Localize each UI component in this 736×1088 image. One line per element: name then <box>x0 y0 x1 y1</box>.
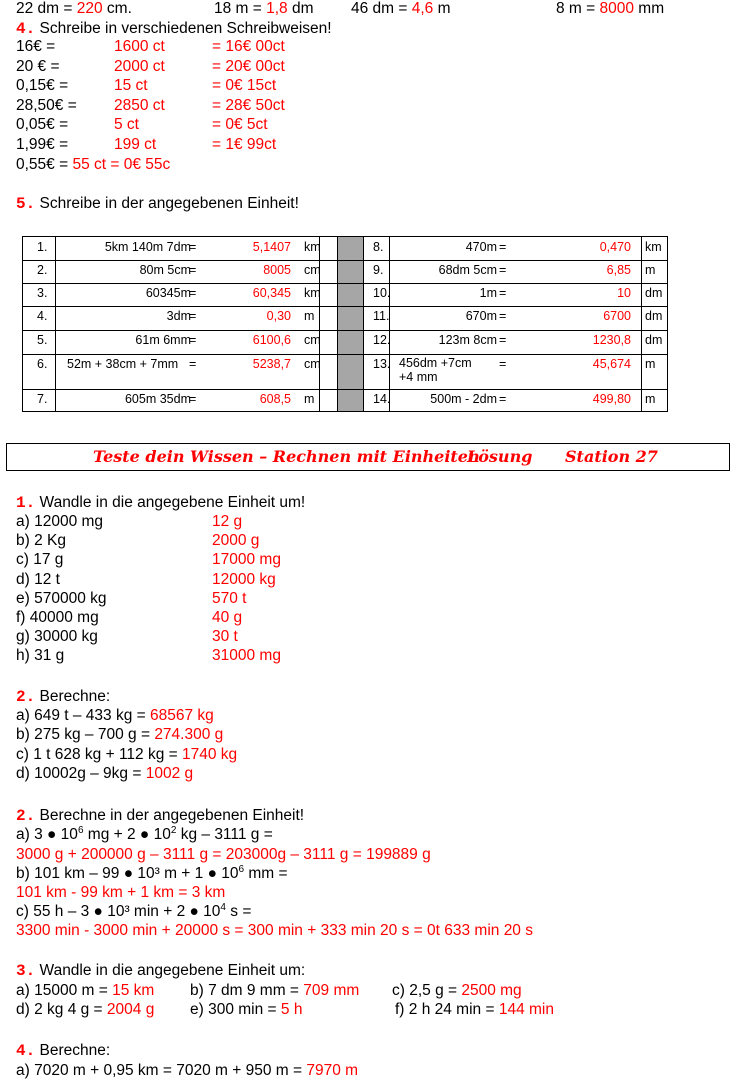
section-4-amount: 0,15€ = <box>16 77 69 94</box>
table-row-line <box>23 306 667 307</box>
part-1-answer: 40 g <box>212 609 243 626</box>
table-expression: 60345m <box>145 286 191 300</box>
section-4-cents: 15 ct <box>114 77 148 94</box>
section-4-amount: 0,05€ = <box>16 116 69 133</box>
part-3-d: d) 2 kg 4 g = 2004 g <box>16 1001 155 1018</box>
part-1-question: a) 12000 mg <box>16 513 104 530</box>
part-3-heading: 3. Wandle in die angegebene Einheit um: <box>16 962 306 980</box>
table-value: 608,5 <box>259 392 291 406</box>
part-2-heading: 2. Berechne: <box>16 688 111 706</box>
table-expression: 80m 5cm <box>139 263 191 277</box>
table-equals: = <box>499 309 507 323</box>
part-2b-c-answer: 3300 min - 3000 min + 20000 s = 300 min + 333 min 20 s = 0t 633 min 20 s <box>16 922 533 939</box>
table-expression: 5km 140m 7dm <box>104 240 191 254</box>
part-3-f: f) 2 h 24 min = 144 min <box>395 1001 554 1018</box>
table-col-line <box>55 237 56 411</box>
top-item-b: 18 m = 1,8 dm <box>214 0 314 17</box>
table-row-number: 3. <box>37 286 48 300</box>
part-2b-c-question: c) 55 h – 3 ● 10³ min + 2 ● $10^4$ s = <box>16 901 252 920</box>
table-unit: cm <box>304 263 321 277</box>
table-unit: m <box>304 309 315 323</box>
table-equals: = <box>499 286 507 300</box>
banner-station: Station 27 <box>565 447 658 466</box>
part-2-row <box>16 746 237 764</box>
station-banner <box>6 443 730 471</box>
table-unit: dm <box>645 309 663 323</box>
table-expression: 500m - 2dm <box>430 392 497 406</box>
table-expression: 3dm <box>166 309 191 323</box>
section-4-split: = 16€ 00ct <box>212 38 285 55</box>
part-2b-b-answer: 101 km - 99 km + 1 km = 3 km <box>16 884 226 901</box>
section-4-amount: 20 € = <box>16 57 60 75</box>
table-expression-cont: +4 mm <box>399 370 438 384</box>
table-unit: cm <box>304 333 321 347</box>
part-1-answer: 12 g <box>212 513 243 530</box>
part-1-answer: 12000 kg <box>212 570 276 588</box>
table-value: 0,30 <box>266 309 291 323</box>
section-4-split: = 28€ 50ct <box>212 96 285 114</box>
table-value: 10 <box>617 286 631 300</box>
table-expression: 1m <box>479 286 497 300</box>
part-2-answer: 1740 kg <box>182 745 238 763</box>
table-value: 6100,6 <box>252 333 291 347</box>
part-1-answer: 570 t <box>212 589 247 607</box>
part-1-answer: 2000 g <box>212 532 260 550</box>
table-row-line <box>23 354 667 355</box>
table-value: 6700 <box>603 309 631 323</box>
table-unit: km <box>645 240 662 254</box>
table-row-number: 2. <box>37 263 48 277</box>
table-equals: = <box>499 333 507 347</box>
part-2-answer: 274.300 g <box>154 726 224 744</box>
table-row-number: 12. <box>373 333 391 347</box>
table-row-number: 7. <box>37 392 48 406</box>
section-4-split: = 1€ 99ct <box>212 135 277 153</box>
table-equals: = <box>189 263 197 277</box>
table-expression: 123m 8cm <box>438 333 497 347</box>
section-4-cents: 199 ct <box>114 135 157 153</box>
section-4-split: = 0€ 15ct <box>212 77 277 94</box>
table-expression: 605m 35dm <box>124 392 191 406</box>
table-row-number: 5. <box>37 333 48 347</box>
table-row-number: 9. <box>373 263 384 277</box>
section-4-cents: 5 ct <box>114 116 139 133</box>
part-3-a: a) 15000 m = 15 km <box>16 982 155 999</box>
table-unit: m <box>645 357 656 371</box>
part-2-row <box>16 765 193 783</box>
part-1-heading: 1. Wandle in die angegebene Einheit um! <box>16 494 306 512</box>
table-unit: m <box>304 392 315 406</box>
table-unit: m <box>645 263 656 277</box>
part-1-answer: 30 t <box>212 628 238 646</box>
table-col-line <box>389 237 390 411</box>
top-item-d: 8 m = 8000 mm <box>556 0 665 17</box>
table-expression: 61m 6mm <box>135 333 191 347</box>
table-expression: 68dm 5cm <box>438 263 497 277</box>
part-1-question: c) 17 g <box>16 551 64 569</box>
part-2-question: b) 275 kg – 700 g = <box>16 726 155 744</box>
table-value: 1230,8 <box>592 333 631 347</box>
table-row-number: 13. <box>373 357 391 371</box>
part-2b-a-answer: 3000 g + 200000 g – 3111 g = 203000g – 3111 g = 199889 g <box>16 846 431 863</box>
table-equals: = <box>189 286 197 300</box>
section-4-last-row: 0,55€ = 55 ct = 0€ 55c <box>16 156 171 173</box>
part-1-answer: 31000 mg <box>212 647 281 665</box>
table-value: 499,80 <box>592 392 631 406</box>
table-equals: = <box>499 357 507 371</box>
part-1-question: g) 30000 kg <box>16 628 98 646</box>
table-unit: cm <box>304 357 321 371</box>
part-2-answer: 68567 kg <box>150 707 214 724</box>
section-4-amount: 28,50€ = <box>16 96 77 114</box>
table-value: 6,85 <box>606 263 631 277</box>
section-4-heading: 4. Schreibe in verschiedenen Schreibweisen! <box>16 20 332 38</box>
table-row-number: 4. <box>37 309 48 323</box>
part-2b-a-question: a) 3 ● $10^6$ mg + 2 ● $10^2$ kg – 3111 g = <box>16 824 273 843</box>
part-3-c: c) 2,5 g = 2500 mg <box>392 982 522 999</box>
part-2b-b-question: b) 101 km – 99 ● 10³ m + 1 ● $10^6$ mm = <box>16 863 288 882</box>
table-expression: 470m <box>465 240 497 254</box>
table-unit: dm <box>645 333 663 347</box>
table-col-line <box>363 237 364 411</box>
section-4-split: = 20€ 00ct <box>212 57 285 75</box>
table-equals: = <box>189 392 197 406</box>
table-unit: km <box>304 286 321 300</box>
table-equals: = <box>189 240 197 254</box>
part-3-e: e) 300 min = 5 h <box>190 1001 303 1018</box>
table-unit: m <box>645 392 656 406</box>
table-value: 5,1407 <box>252 240 291 254</box>
top-item-c: 46 dm = 4,6 m <box>351 0 451 17</box>
section-4-cents: 2850 ct <box>114 96 165 114</box>
table-col-line <box>641 237 642 411</box>
part-1-question: d) 12 t <box>16 570 60 588</box>
part-2-row <box>16 707 214 725</box>
table-equals: = <box>499 392 507 406</box>
section-4-cents: 2000 ct <box>114 57 165 75</box>
table-row-line <box>23 283 667 284</box>
table-expression: 52m + 38cm + 7mm <box>67 357 179 371</box>
part-2-question: a) 649 t – 433 kg = <box>16 707 150 724</box>
part-1-question: h) 31 g <box>16 647 65 665</box>
part-2-question: c) 1 t 628 kg + 112 kg = <box>16 745 183 763</box>
table-equals: = <box>189 333 197 347</box>
banner-title: Teste dein Wissen – Rechnen mit Einheiten <box>93 447 480 466</box>
part-3-b: b) 7 dm 9 mm = 709 mm <box>190 982 360 999</box>
table-row-line <box>23 330 667 331</box>
table-equals: = <box>189 309 197 323</box>
section-4-amount: 16€ = <box>16 38 56 55</box>
table-value: 8005 <box>263 263 291 277</box>
part-1-question: f) 40000 mg <box>16 609 99 626</box>
table-row-line <box>23 260 667 261</box>
table-row-number: 1. <box>37 240 48 254</box>
part-2-row <box>16 726 223 744</box>
banner-solution: Lösung <box>467 447 533 466</box>
part-2b-heading: 2. Berechne in der angegebenen Einheit! <box>16 807 305 825</box>
table-unit: dm <box>645 286 663 300</box>
part-1-question: b) 2 Kg <box>16 532 66 550</box>
table-expression: 670m <box>465 309 497 323</box>
part-2-answer: 1002 g <box>145 764 194 782</box>
section-5-heading: 5. Schreibe in der angegebenen Einheit! <box>16 195 299 213</box>
part-2-question: d) 10002g – 9kg = <box>16 764 146 782</box>
table-value: 0,470 <box>599 240 631 254</box>
table-row-number: 11. <box>373 309 390 323</box>
table-separator <box>337 237 363 411</box>
table-row-number: 10. <box>373 286 391 300</box>
table-row-line <box>23 389 667 390</box>
table-row-number: 6. <box>37 357 48 371</box>
table-value: 5238,7 <box>252 357 291 371</box>
table-col-line <box>337 237 338 411</box>
part-4-a: a) 7020 m + 0,95 km = 7020 m + 950 m = 7970 m <box>16 1062 359 1079</box>
table-row-number: 8. <box>373 240 384 254</box>
part-4-heading: 4. Berechne: <box>16 1042 111 1060</box>
table-unit: km <box>304 240 321 254</box>
table-equals: = <box>499 240 507 254</box>
part-1-question: e) 570000 kg <box>16 589 107 607</box>
table-value: 45,674 <box>592 357 631 371</box>
table-value: 60,345 <box>252 286 291 300</box>
section-4-cents: 1600 ct <box>114 38 165 55</box>
section-4-split: = 0€ 5ct <box>212 116 268 133</box>
table-equals: = <box>499 263 507 277</box>
table-expression: 456dm +7cm <box>399 356 472 370</box>
table-equals: = <box>189 357 197 371</box>
section-4-amount: 1,99€ = <box>16 135 69 153</box>
top-item-a: 22 dm = 220 cm. <box>16 0 132 17</box>
part-1-answer: 17000 mg <box>212 551 281 569</box>
table-row-number: 14. <box>373 392 391 406</box>
units-table <box>22 236 668 412</box>
